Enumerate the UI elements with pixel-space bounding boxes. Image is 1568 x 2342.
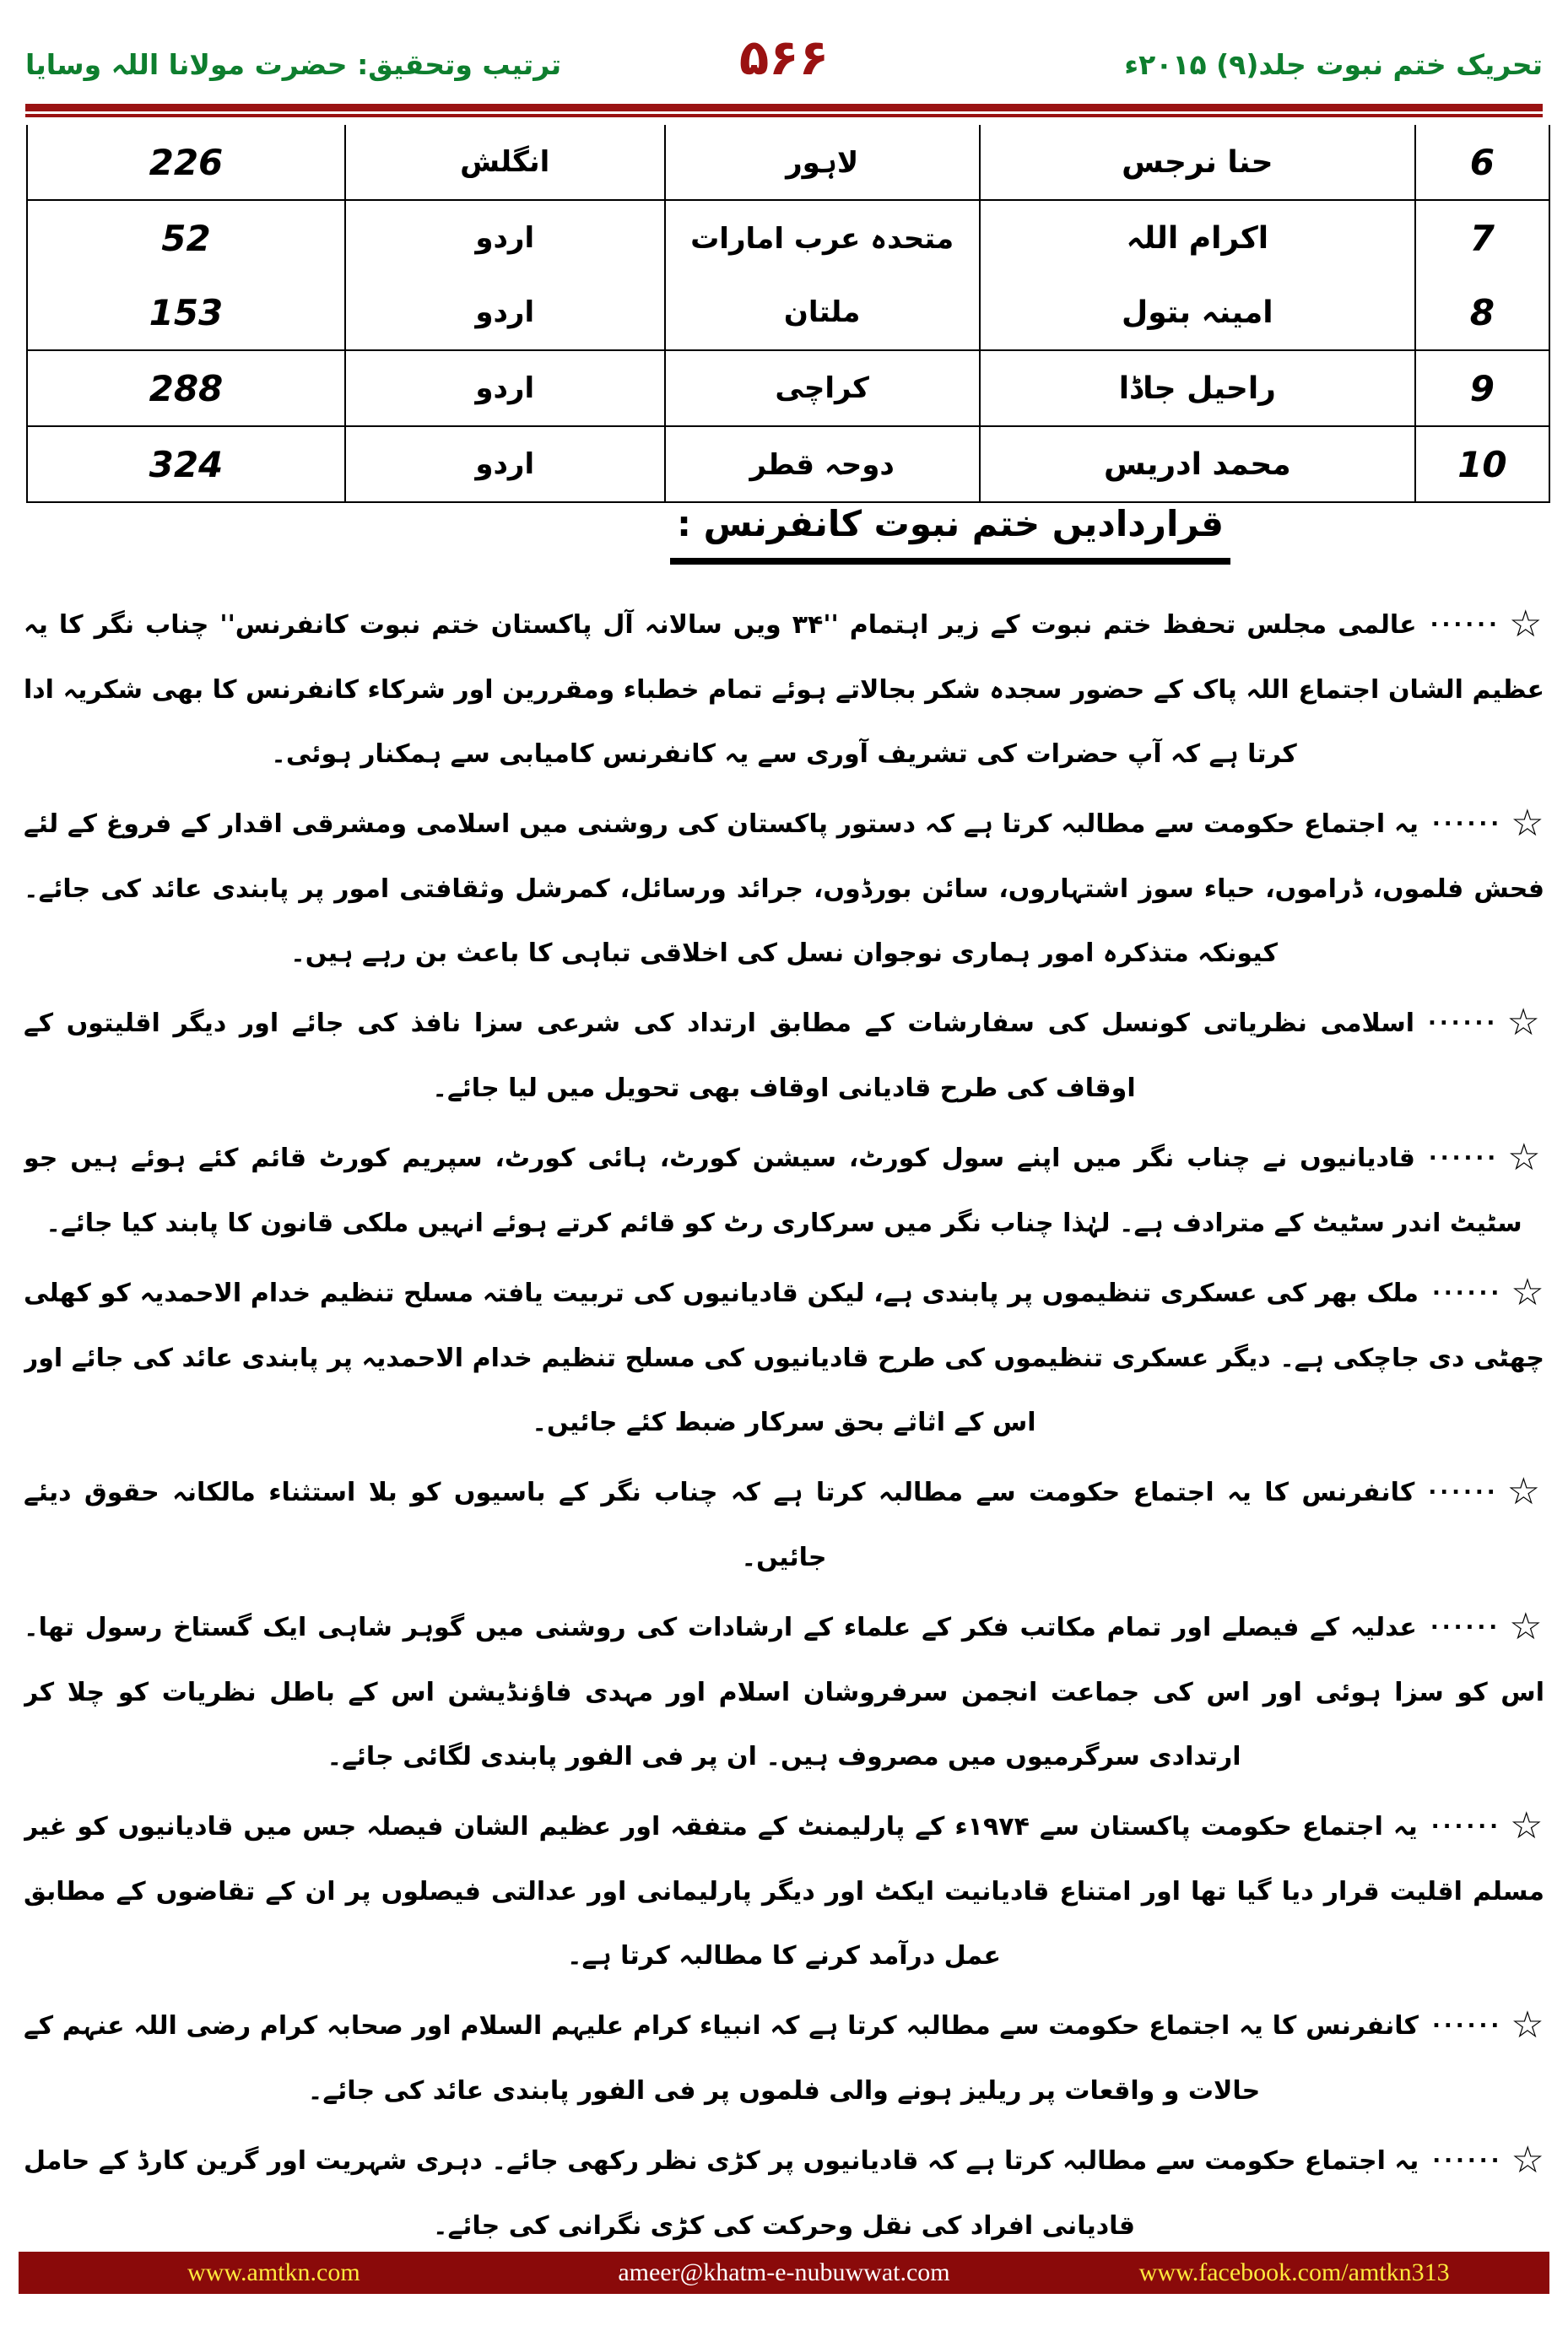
resolution-text: یہ اجتماع حکومت سے مطالبہ کرتا ہے کہ قادیانیوں پر کڑی نظر رکھی جائے۔ دہری شہریت اور گرین کارڈ کے حامل قادیانی افراد کی نقل وحرکت کی کڑی نگرانی کی جائے۔ xyxy=(24,2146,1419,2241)
resolution-item xyxy=(24,2128,1544,2242)
table-row xyxy=(27,426,1549,502)
resolution-text: یہ اجتماع حکومت سے مطالبہ کرتا ہے کہ دستور پاکستان کی روشنی میں اسلامی ومشرقی اقدار کے فروغ کے لئے فحش فلموں، ڈراموں، حیاء سوز اشتہاروں، سائن بورڈوں، جرائد ورسائل، کمرشل وثقافتی امور پر پابندی عائد کی جائے۔ کیونکہ متذکرہ امور ہماری نوجوان نسل کی اخلاقی تباہی کا باعث بن رہے ہیں۔ xyxy=(24,809,1544,968)
resolution-text: کانفرنس کا یہ اجتماع حکومت سے مطالبہ کرتا ہے کہ انبیاء کرام علیہم السلام اور صحابہ کرام رضی اللہ عنہم کے حالات و واقعات پر ریلیز ہونے والی فلموں پر فی الفور پابندی عائد کی جائے۔ xyxy=(24,2011,1419,2106)
table-row xyxy=(27,200,1549,275)
resolution-text: اسلامی نظریاتی کونسل کی سفارشات کے مطابق ارتداد کی شرعی سزا نافذ کی جائے اور دیگر اقلیتوں کے اوقاف کی طرح قادیانی اوقاف بھی تحویل میں لیا جائے۔ xyxy=(24,1009,1415,1103)
editor-credit: ترتیب وتحقیق: حضرت مولانا اللہ وسایا xyxy=(25,48,562,81)
star-bullet-icon: ☆ xyxy=(1511,2004,1544,2047)
cell-language: اردو xyxy=(345,275,665,350)
speakers-table xyxy=(26,125,1550,503)
star-bullet-icon: ☆ xyxy=(1511,1271,1544,1314)
cell-language: اردو xyxy=(345,350,665,426)
cell-serial: 9 xyxy=(1415,350,1549,426)
resolution-text: ملک بھر کی عسکری تنظیموں پر پابندی ہے، لیکن قادیانیوں کی تربیت یافتہ مسلح تنظیم خدام الاحمدیہ کو کھلی چھٹی دی جاچکی ہے۔ دیگر عسکری تنظیموں کی طرح قادیانیوں کی مسلح تنظیم خدام الاحمدیہ پر پابندی عائد کی جائے اور اس کے اثاثے بحق سرکار ضبط کئے جائیں۔ xyxy=(24,1279,1544,1437)
resolution-item xyxy=(24,991,1544,1121)
leader-dots: ...... xyxy=(1431,1275,1503,1301)
leader-dots: ...... xyxy=(1430,1609,1501,1635)
resolution-item xyxy=(24,1126,1544,1256)
page-number: ۵۶۶ xyxy=(738,29,830,86)
table-row xyxy=(27,350,1549,426)
resolution-text: یہ اجتماع حکومت پاکستان سے ۱۹۷۴ء کے پارلیمنٹ کے متفقہ اور عظیم الشان فیصلہ جس میں قادیانیوں کو غیر مسلم اقلیت قرار دیا گیا تھا اور امتناع قادیانیت ایکٹ اور دیگر پارلیمانی اور عدالتی فیصلوں پر ان کے تقاضوں کے مطابق عمل درآمد کرنے کا مطالبہ کرتا ہے۔ xyxy=(24,1812,1544,1971)
cell-city: لاہور xyxy=(665,125,980,200)
cell-city: کراچی xyxy=(665,350,980,426)
cell-city: دوحہ قطر xyxy=(665,426,980,502)
cell-name: راحیل جاڈا xyxy=(980,350,1415,426)
leader-dots: ...... xyxy=(1431,806,1503,831)
resolution-item xyxy=(24,1460,1544,1590)
leader-dots: ...... xyxy=(1430,607,1500,632)
cell-pages: 153 xyxy=(27,275,345,350)
header-divider-thick-line xyxy=(25,104,1543,111)
cell-serial: 10 xyxy=(1415,426,1549,502)
cell-pages: 52 xyxy=(27,200,345,275)
footer-facebook-url: www.facebook.com/amtkn313 xyxy=(1138,2258,1450,2286)
resolutions-list xyxy=(24,592,1544,2242)
leader-dots: ...... xyxy=(1432,2143,1503,2168)
leader-dots: ...... xyxy=(1428,1474,1499,1500)
resolution-item xyxy=(24,792,1544,986)
footer-bar xyxy=(19,2252,1549,2294)
star-bullet-icon: ☆ xyxy=(1511,802,1544,845)
table-row xyxy=(27,125,1549,200)
cell-name: حنا نرجس xyxy=(980,125,1415,200)
cell-serial: 6 xyxy=(1415,125,1549,200)
cell-city: ملتان xyxy=(665,275,980,350)
cell-language: انگلش xyxy=(345,125,665,200)
leader-dots: ...... xyxy=(1428,1140,1500,1166)
page-header xyxy=(25,14,1543,86)
resolution-text: قادیانیوں نے چناب نگر میں اپنے سول کورٹ، سیشن کورٹ، ہائی کورٹ، سپریم کورٹ قائم کئے ہوئے ہیں جو سٹیٹ اندر سٹیٹ کے مترادف ہے۔ لہٰذا چناب نگر میں سرکاری رٹ کو قائم کرتے ہوئے انہیں ملکی قانون کا پابند کیا جائے۔ xyxy=(24,1144,1522,1238)
leader-dots: ...... xyxy=(1431,2008,1503,2033)
resolution-item xyxy=(24,1261,1544,1455)
leader-dots: ...... xyxy=(1428,1005,1499,1030)
resolution-text: عدلیہ کے فیصلے اور تمام مکاتب فکر کے علماء کے ارشادات کی روشنی میں گوہر شاہی ایک گستاخ رسول تھا۔ اس کو سزا ہوئی اور اس کی جماعت انجمن سرفروشان اسلام اور مہدی فاؤنڈیشن اس کے باطل نظریات کو چلا کر ارتدادی سرگرمیوں میں مصروف ہیں۔ ان پر فی الفور پابندی لگائی جائے۔ xyxy=(24,1613,1544,1771)
header-divider-thin-line xyxy=(25,114,1543,117)
star-bullet-icon: ☆ xyxy=(1509,1804,1544,1847)
resolution-item xyxy=(24,592,1544,787)
star-bullet-icon: ☆ xyxy=(1511,2139,1544,2182)
resolution-item xyxy=(24,1993,1544,2123)
cell-serial: 7 xyxy=(1415,200,1549,275)
footer-email-address: ameer@khatm-e-nubuwwat.com xyxy=(618,2258,950,2286)
star-bullet-icon: ☆ xyxy=(1507,1136,1544,1179)
table-row xyxy=(27,275,1549,350)
resolution-text: کانفرنس کا یہ اجتماع حکومت سے مطالبہ کرتا ہے کہ چناب نگر کے باسیوں کو بلا استثناء مالکانہ حقوق دیئے جائیں۔ xyxy=(24,1478,1415,1572)
cell-name: امینہ بتول xyxy=(980,275,1415,350)
star-bullet-icon: ☆ xyxy=(1509,1605,1544,1648)
cell-name: محمد ادریس xyxy=(980,426,1415,502)
cell-pages: 226 xyxy=(27,125,345,200)
star-bullet-icon: ☆ xyxy=(1508,603,1544,646)
leader-dots: ...... xyxy=(1430,1809,1501,1834)
cell-serial: 8 xyxy=(1415,275,1549,350)
cell-language: اردو xyxy=(345,200,665,275)
cell-name: اکرام اللہ xyxy=(980,200,1415,275)
cell-pages: 288 xyxy=(27,350,345,426)
resolution-item xyxy=(24,1595,1544,1789)
star-bullet-icon: ☆ xyxy=(1506,1470,1544,1513)
star-bullet-icon: ☆ xyxy=(1506,1001,1544,1044)
cell-pages: 324 xyxy=(27,426,345,502)
resolution-text: عالمی مجلس تحفظ ختم نبوت کے زیر اہتمام ''۳۴ ویں سالانہ آل پاکستان ختم نبوت کانفرنس'' چناب نگر کا یہ عظیم الشان اجتماع اللہ پاک کے حضور سجدہ شکر بجالاتے ہوئے تمام خطباء ومقررین اور شرکاء کانفرنس کا بھی شکریہ ادا کرتا ہے کہ آپ حضرات کی تشریف آوری سے یہ کانفرنس کامیابی سے ہمکنار ہوئی۔ xyxy=(24,610,1544,769)
footer-website-url: www.amtkn.com xyxy=(187,2258,360,2286)
section-heading: قراردادیں ختم نبوت کانفرنس : xyxy=(670,503,1230,565)
cell-language: اردو xyxy=(345,426,665,502)
book-title: تحریک ختم نبوت جلد(۹) ۲۰۱۵ء xyxy=(1124,48,1543,81)
cell-city: متحدہ عرب امارات xyxy=(665,200,980,275)
header-divider xyxy=(25,104,1543,117)
resolution-item xyxy=(24,1794,1544,1988)
